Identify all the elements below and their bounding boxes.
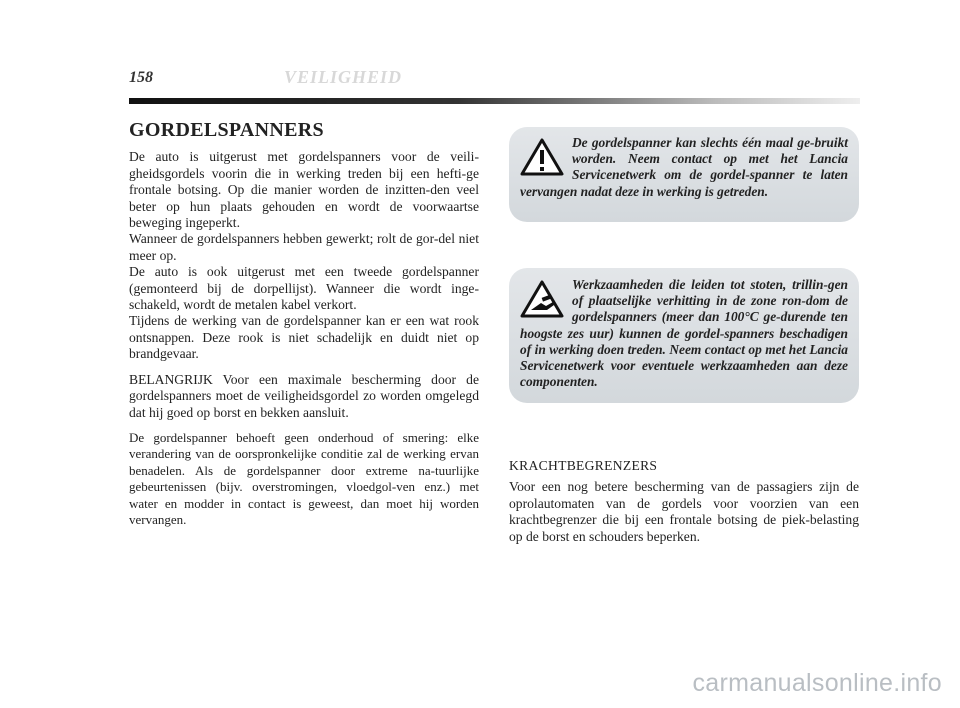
- page-number: 158: [129, 69, 153, 86]
- warning-triangle-icon: [520, 137, 564, 177]
- hand-hammer-icon: [520, 279, 564, 319]
- paragraph-force-limiters: Voor een nog betere bescherming van de passagiers zijn de oprolautomaten van de gordels voor voorzien van een krachtbegrenzer die bij een frontale botsing de piek-belasting op de borst en schouders beperken.: [509, 479, 859, 544]
- left-column: [129, 119, 479, 528]
- paragraph-intro: De auto is uitgerust met gordelspanners voor de veili-gheidsgordels voorin die in werking treden bij een hefti-ge frontale botsing. Op die manier worden de inzitten-den veel beter op hun plaats gehouden en wordt de voorwaartse beweging ingeperkt.: [129, 149, 479, 231]
- warning-box-impacts: [509, 268, 859, 403]
- sub-heading: KRACHTBEGRENZERS: [509, 458, 658, 473]
- paragraph-no-retract: Wanneer de gordelspanners hebben gewerkt; rolt de gor-del niet meer op.: [129, 231, 479, 263]
- main-heading: GORDELSPANNERS: [129, 119, 324, 141]
- paragraph-smoke: Tijdens de werking van de gordelspanner kan er een wat rook ontsnappen. Deze rook is niet schadelijk en duidt niet op brandgevaar.: [129, 313, 479, 362]
- warning-box-single-use: [509, 127, 859, 222]
- paragraph-important: BELANGRIJK Voor een maximale bescherming door de gordelspanners moet de veiligheidsgordel zo worden omgelegd dat hij goed op borst en bekken aansluit.: [129, 371, 479, 420]
- watermark: carmanualsonline.info: [692, 669, 942, 697]
- header-rule: [129, 98, 860, 104]
- warning-text-impacts: Werkzaamheden die leiden tot stoten, trillin-gen of plaatselijke verhitting in de zone ron-dom de gordelspanners (meer dan 100°C ge-durende ten hoogste zes uur) kunnen de gordel-spanners beschadigen of in werking doen treden. Neem contact op met het Lancia Servicenetwerk voor eventuele werkzaamheden aan deze componenten.: [520, 277, 848, 390]
- right-column: [509, 458, 859, 545]
- paragraph-maintenance: De gordelspanner behoeft geen onderhoud of smering: elke verandering van de oorspronkelijke conditie zal de werking ervan benadelen. Als de gordelspanner door extreme na-tuurlijke gebeurtenissen (bijv. overstromingen, vloedgol-ven enz.) met water en modder in contact is geweest, dan moet hij worden vervangen.: [129, 429, 479, 527]
- warning-text-single-use: De gordelspanner kan slechts één maal ge-bruikt worden. Neem contact op met het Lancia Servicenetwerk om de gordel-spanner te laten vervangen nadat deze in werking is getreden.: [520, 135, 848, 199]
- paragraph-second-pretensioner: De auto is ook uitgerust met een tweede gordelspanner (gemonteerd bij de dorpellijst). Wanneer die wordt inge-schakeld, wordt de metalen kabel verkort.: [129, 264, 479, 313]
- section-title: VEILIGHEID: [284, 67, 403, 87]
